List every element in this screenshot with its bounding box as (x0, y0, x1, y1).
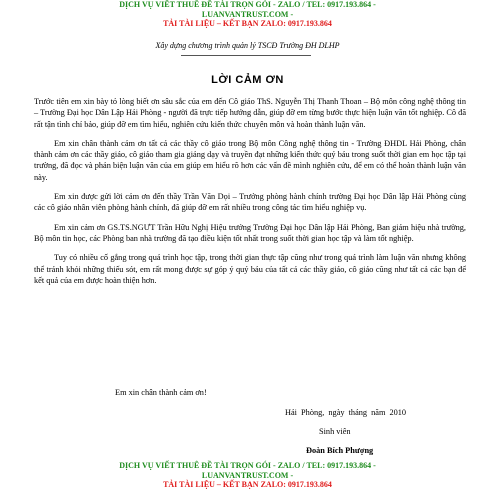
paragraph-3: Em xin được gửi lời cảm ơn đến thầy Trần Văn Dọi – Trưởng phòng hành chính trường Đại học Dân lập Hải Phòng cùng các cô giáo nhân viên phòng hành chính, đã giúp đỡ em rất nhiều trong công tác tìm hiểu nghiệp vụ. (34, 192, 466, 213)
footer-banner (0, 461, 495, 490)
paragraph-4: Em xin cảm ơn GS.TS.NGƯT Trần Hữu Nghị Hiệu trưởng Trường Đại học Dân lập Hải Phòng, Ban giám hiệu nhà trường, Bộ môn tin học, các Phòng ban nhà trường đã tạo điều kiện tốt nhất trong suốt thời gian học tập và làm tốt nghiệp. (34, 222, 466, 243)
body-text (34, 96, 466, 294)
header-divider (181, 55, 311, 56)
closing-line: Em xin chân thành cảm ơn! (115, 388, 207, 397)
paragraph-1: Trước tiên em xin bày tỏ lòng biết ơn sâu sắc của em đến Cô giáo ThS. Nguyễn Thị Thanh Thoan – Bộ môn công nghệ thông tin – Trường Đại học Dân Lập Hải Phòng - người đã trực tiếp hướng dẫn, giúp đỡ em từng bước thực hiện luận văn tốt nghiệp. Cô đã rất tận tình chỉ bảo, giúp đỡ em tìm hiểu, nghiên cứu kiến thức chuyên môn và hoàn thành luận văn. (34, 97, 466, 129)
paragraph-2: Em xin chân thành cảm ơn tất cả các thầy cô giáo trong Bộ môn Công nghệ thông tin - Trường ĐHDL Hải Phòng, chân thành cảm ơn các thầy giáo, cô giáo tham gia giảng dạy và truyền đạt những kiến thức quý báu trong suốt thời gian em học tập tại trường, đã đọc và phản biện luận văn của em giúp em hiểu rõ hơn các vấn đề mình nghiên cứu, để em có thể hoàn thành luận văn này. (34, 138, 466, 182)
footer-banner-line-1: DỊCH VỤ VIẾT THUÊ ĐỀ TÀI TRỌN GÓI - ZALO / TEL: 0917.193.864 - (119, 461, 376, 470)
header-banner-line-1: DỊCH VỤ VIẾT THUÊ ĐỀ TÀI TRỌN GÓI - ZALO / TEL: 0917.193.864 - (119, 0, 376, 9)
header-banner-line-2: LUANVANTRUST.COM - (201, 9, 294, 19)
paragraph-5: Tuy có nhiều cố gắng trong quá trình học tập, trong thời gian thực tập cũng như trong quá trình làm luận văn nhưng không thể tránh khỏi những thiếu sót, em rất mong được sự góp ý quý báu của tất cả các thầy giáo, cô giáo cũng như tất cả các bạn để kết quả của em được hoàn thiện hơn. (34, 253, 466, 285)
signature-date: Hải Phòng, ngày tháng năm 2010 (285, 408, 407, 417)
signature-name: Đoàn Bích Phượng (306, 446, 374, 455)
footer-banner-line-2: LUANVANTRUST.COM - (201, 470, 294, 480)
header-banner (0, 0, 495, 29)
page-title: LỜI CẢM ƠN (211, 74, 284, 86)
header-banner-line-3: TẢI TÀI LIỆU – KẾT BẠN ZALO: 0917.193.864 (163, 19, 332, 28)
running-header: Xây dựng chương trình quản lý TSCĐ Trường ĐH DLHP (155, 41, 340, 50)
footer-banner-line-3: TẢI TÀI LIỆU – KẾT BẠN ZALO: 0917.193.864 (163, 480, 332, 489)
signature-role: Sinh viên (319, 427, 351, 436)
